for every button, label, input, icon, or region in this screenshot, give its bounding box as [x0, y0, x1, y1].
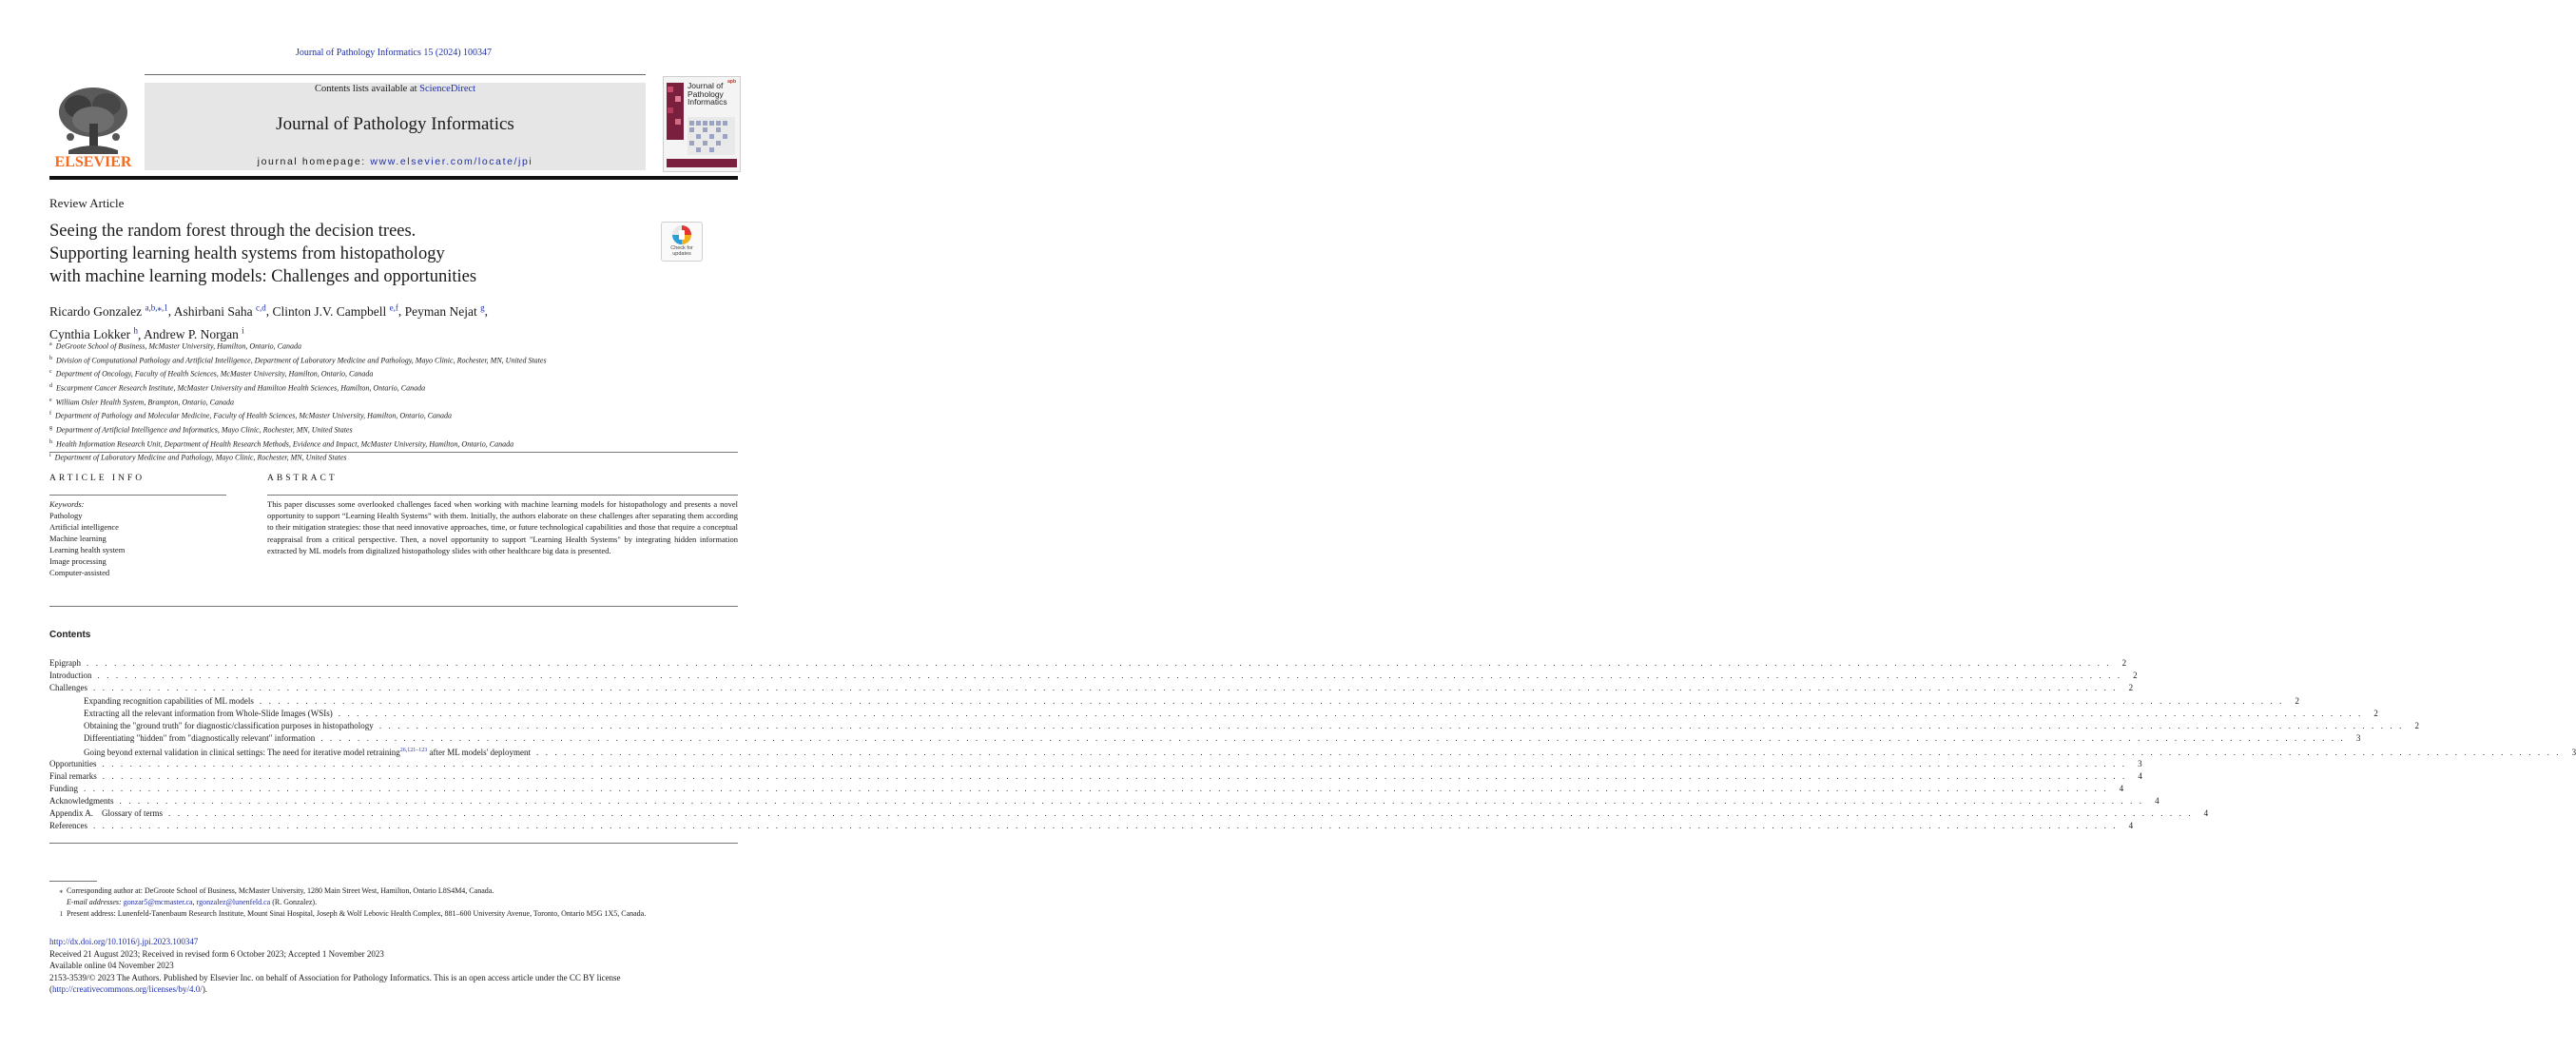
- affiliation-item: [49, 366, 744, 380]
- toc-entry[interactable]: [49, 657, 2127, 670]
- footnote-text: Present address: Lunenfeld-Tanenbaum Research Institute, Mount Sinai Hospital, Joseph & Wolf Lebovic Health Complex, 881–600 University Avenue, Toronto, Ontario M5G 1X5, Canada.: [67, 909, 647, 918]
- footnote-text: Corresponding author at: DeGroote School of Business, McMaster University, 1280 Main Street West, Hamilton, Ontario L8S4M4, Canada.: [67, 886, 494, 895]
- keyword: Pathology: [49, 511, 83, 520]
- toc-entry[interactable]: [49, 770, 2142, 783]
- section-divider: [49, 606, 738, 607]
- crossmark-label: [662, 245, 702, 257]
- toc-leader-dots: . . . . . . . . . . . . . . . . . . . . . . . . . . . . . . . . . . . . . . . . . . . . . . . . . . . . . . . . . . . . . . . . . . . . . . . . . . . . . . . . . . . . . . . . . . . . . . . . . . . . . . . . . . . . . . . . . . . . . . . . . . . . . . . . . . . . . . . . . . . . . . . . . . . . . . . . . . . . . . . . . . . . . . . . . . . . . . . . . . . . . . . . . . . . . . . . . . . . . . . . . . . . . . . . . . . . . . . . . . . .: [378, 720, 2404, 730]
- affiliation-item: [49, 422, 744, 437]
- toc-entry-text-continued: after ML models' deployment: [427, 748, 531, 758]
- cover-title-line: Pathology: [688, 88, 724, 99]
- email-label: E-mail addresses:: [67, 898, 122, 906]
- top-journal-reference[interactable]: Journal of Pathology Informatics 15 (2024) 100347: [295, 48, 493, 58]
- cover-title-line: Informatics: [688, 97, 727, 107]
- footnotes: [49, 885, 744, 920]
- toc-entry[interactable]: [49, 670, 2138, 682]
- available-online: Available online 04 November 2023: [49, 961, 174, 970]
- affiliation-mark: g: [49, 424, 52, 431]
- toc-page-number: 3: [2138, 758, 2142, 768]
- crossmark-label-line: Check for: [670, 245, 693, 251]
- toc-page-number: 2: [2128, 683, 2134, 693]
- toc-page-number: 2: [2121, 658, 2127, 668]
- toc-leader-dots: . . . . . . . . . . . . . . . . . . . . . . . . . . . . . . . . . . . . . . . . . . . . . . . . . . . . . . . . . . . . . . . . . . . . . . . . . . . . . . . . . . . . . . . . . . . . . . . . . . . . . . . . . . . . . . . . . . . . . . . . . . . . . . . . . . . . . . . . . . . . . . . . . . . . . . . . . . . . . . . . . . . . . . . . . . . . . . . . . . . . . . . . . . . . . . . . . . . . . . . . . . . . . . . . . . . . . . . . . . . .: [320, 733, 2346, 744]
- toc-entry[interactable]: [49, 807, 2209, 820]
- toc-entry-text: Extracting all the relevant information from Whole-Slide Images (WSIs): [84, 708, 333, 718]
- journal-name: Journal of Pathology Informatics: [276, 114, 514, 134]
- crossmark-icon: [662, 223, 702, 245]
- table-of-contents: [49, 657, 2576, 833]
- toc-entry[interactable]: [49, 745, 2576, 758]
- header-top-rule: [145, 74, 646, 75]
- affiliation-mark: i: [49, 453, 51, 459]
- license-prefix: 2153-3539/© 2023 The Authors. Published by Elsevier Inc. on behalf of Association for Pathology Informatics. This is an open access article under the CC BY license (: [49, 972, 621, 994]
- author[interactable]: [405, 304, 485, 319]
- author-affiliation-marks[interactable]: i: [242, 325, 244, 336]
- affiliation-text: Department of Pathology and Molecular Medicine, Faculty of Health Sciences, McMaster University, Hamilton, Ontario, Canada: [55, 411, 453, 420]
- author-separator: ,: [397, 303, 405, 319]
- journal-cover[interactable]: [663, 76, 741, 172]
- toc-entry-title: [49, 770, 97, 783]
- author-name: Andrew P. Norgan: [144, 327, 239, 341]
- publication-info: [49, 936, 744, 996]
- title-line: with machine learning models: Challenges and opportunities: [49, 267, 477, 286]
- contents-heading: Contents: [49, 630, 91, 640]
- toc-page-number: 2: [2133, 671, 2138, 681]
- toc-entry-text: Obtaining the "ground truth" for diagnostic/classification purposes in histopathology: [84, 720, 374, 730]
- license-statement: [49, 972, 744, 996]
- article-info-heading: ARTICLE INFO: [49, 474, 145, 483]
- title-line: Seeing the random forest through the decision trees.: [49, 222, 416, 241]
- toc-entry[interactable]: [49, 720, 2419, 732]
- toc-entry-text: Epigraph: [49, 658, 81, 668]
- toc-entry-title: [49, 758, 97, 770]
- toc-entry-title: [84, 720, 374, 732]
- toc-leader-dots: . . . . . . . . . . . . . . . . . . . . . . . . . . . . . . . . . . . . . . . . . . . . . . . . . . . . . . . . . . . . . . . . . . . . . . . . . . . . . . . . . . . . . . . . . . . . . . . . . . . . . . . . . . . . . . . . . . . . . . . . . . . . . . . . . . . . . . . . . . . . . . . . . . . . . . . . . . . . . . . . . . . . . . . . . . . . . . . . . . . . . . . . . . . . . . . . . . . . . . . . . . . . . . . . . . . . . . . . . . . .: [97, 671, 2122, 681]
- title-line: Supporting learning health systems from histopathology: [49, 244, 445, 263]
- affiliation-mark: b: [49, 355, 52, 361]
- toc-entry[interactable]: [49, 682, 2134, 694]
- toc-entry-text: Final remarks: [49, 770, 97, 781]
- author-affiliation-marks[interactable]: e,f: [389, 302, 398, 312]
- affiliation-item: [49, 408, 744, 422]
- toc-leader-dots: . . . . . . . . . . . . . . . . . . . . . . . . . . . . . . . . . . . . . . . . . . . . . . . . . . . . . . . . . . . . . . . . . . . . . . . . . . . . . . . . . . . . . . . . . . . . . . . . . . . . . . . . . . . . . . . . . . . . . . . . . . . . . . . . . . . . . . . . . . . . . . . . . . . . . . . . . . . . . . . . . . . . . . . . . . . . . . . . . . . . . . . . . . . . . . . . . . . . . . . . . . . . . . . . . . . . . . . . . . . .: [92, 821, 2119, 831]
- toc-page-number: 2: [2373, 708, 2378, 718]
- toc-page-number: 3: [2571, 748, 2576, 758]
- toc-entry-title: [49, 807, 163, 820]
- author-affiliation-marks[interactable]: c,d: [255, 302, 266, 312]
- toc-entry-title: [49, 783, 78, 795]
- toc-leader-dots: . . . . . . . . . . . . . . . . . . . . . . . . . . . . . . . . . . . . . . . . . . . . . . . . . . . . . . . . . . . . . . . . . . . . . . . . . . . . . . . . . . . . . . . . . . . . . . . . . . . . . . . . . . . . . . . . . . . . . . . . . . . . . . . . . . . . . . . . . . . . . . . . . . . . . . . . . . . . . . . . . . . . . . . . . . . . . . . . . . . . . . . . . . . . . . . . . . . . . . . . . . . . . . . . . . . . . . . . . . . .: [87, 658, 2112, 668]
- toc-entry[interactable]: [49, 732, 2361, 745]
- crossmark-label-line: updates: [672, 251, 691, 257]
- received-dates: Received 21 August 2023; Received in revised form 6 October 2023; Accepted 1 November 2023: [49, 948, 384, 959]
- cover-title: [688, 82, 727, 107]
- affiliation-list: [49, 339, 744, 464]
- toc-entry-title: [84, 708, 333, 720]
- toc-page-number: 4: [2155, 796, 2160, 807]
- license-suffix: ).: [202, 984, 208, 994]
- affiliation-text: Health Information Research Unit, Department of Health Research Methods, Evidence and Impact, McMaster University, Hamilton, Ontario, Canada: [56, 439, 514, 449]
- toc-entry-text: Acknowledgments: [49, 796, 114, 807]
- toc-entry[interactable]: [49, 783, 2124, 795]
- author-separator: ,: [265, 303, 273, 319]
- email-link[interactable]: rgonzalez@lunenfeld.ca: [196, 898, 271, 906]
- email-suffix: (R. Gonzalez).: [272, 898, 318, 906]
- affiliation-text: Department of Oncology, Faculty of Health Sciences, McMaster University, Hamilton, Ontario, Canada: [55, 369, 374, 379]
- toc-entry-title: [49, 820, 87, 832]
- footnote-present-address: [49, 908, 744, 920]
- homepage-prefix: journal homepage:: [257, 156, 371, 167]
- toc-entry-title: [84, 695, 254, 708]
- doi-link[interactable]: http://dx.doi.org/10.1016/j.jpi.2023.100347: [49, 937, 199, 946]
- affiliation-item: [49, 380, 744, 395]
- author-name: Ashirbani Saha: [173, 303, 253, 319]
- toc-page-number: 4: [2128, 821, 2134, 831]
- toc-entry-text: Introduction: [49, 671, 92, 681]
- affiliation-text: Department of Artificial Intelligence and Informatics, Mayo Clinic, Rochester, MN, United States: [56, 425, 353, 435]
- crossmark-button[interactable]: [661, 222, 703, 262]
- keyword: Machine learning: [49, 534, 107, 543]
- contents-available-prefix: Contents lists available at: [314, 84, 420, 94]
- toc-entry[interactable]: [49, 795, 2160, 807]
- affiliation-text: Escarpment Cancer Research Institute, McMaster University and Hamilton Health Sciences, Hamilton, Ontario, Canada: [56, 383, 426, 393]
- toc-entry[interactable]: [49, 695, 2300, 708]
- toc-page-number: 4: [2119, 783, 2124, 793]
- footnote-mark: 1: [59, 910, 63, 918]
- author[interactable]: [49, 304, 168, 319]
- author-separator: ,: [167, 303, 174, 319]
- affiliation-item: [49, 437, 744, 451]
- contents-available-line: [145, 84, 646, 94]
- footnote-emails: E-mail addresses: gonzar5@mcmaster.ca, rgonzalez@lunenfeld.ca (R. Gonzalez).: [67, 898, 318, 906]
- author-name: Ricardo Gonzalez: [49, 303, 143, 319]
- toc-entry-text: Going beyond external validation in clinical settings: The need for iterative model retraining: [84, 748, 400, 758]
- author-list: [49, 298, 715, 344]
- author-separator: ,: [137, 327, 144, 341]
- toc-entry-text: Appendix A. Glossary of terms: [49, 808, 163, 819]
- toc-leader-dots: . . . . . . . . . . . . . . . . . . . . . . . . . . . . . . . . . . . . . . . . . . . . . . . . . . . . . . . . . . . . . . . . . . . . . . . . . . . . . . . . . . . . . . . . . . . . . . . . . . . . . . . . . . . . . . . . . . . . . . . . . . . . . . . . . . . . . . . . . . . . . . . . . . . . . . . . . . . . . . . . . . . . . . . . . . . . . . . . . . . . . . . . . . . . . . . . . . . . . . . . . . . . . . . . . . . . . . . . . . . .: [168, 808, 2194, 819]
- toc-page-number: 2: [2295, 695, 2300, 706]
- toc-page-number: 3: [2355, 733, 2361, 744]
- toc-entry-text: Funding: [49, 783, 79, 793]
- article-title: [49, 220, 639, 288]
- affiliation-text: Department of Laboratory Medicine and Pathology, Mayo Clinic, Rochester, MN, United States: [54, 453, 347, 462]
- toc-entry-title: [49, 795, 114, 807]
- affiliation-item: [49, 395, 744, 409]
- toc-entry-title: [84, 732, 315, 745]
- toc-page-number: 4: [2203, 808, 2209, 819]
- keywords-block: [49, 498, 125, 578]
- author-separator: ,: [484, 303, 488, 319]
- journal-homepage-line: [145, 156, 646, 167]
- toc-leader-dots: . . . . . . . . . . . . . . . . . . . . . . . . . . . . . . . . . . . . . . . . . . . . . . . . . . . . . . . . . . . . . . . . . . . . . . . . . . . . . . . . . . . . . . . . . . . . . . . . . . . . . . . . . . . . . . . . . . . . . . . . . . . . . . . . . . . . . . . . . . . . . . . . . . . . . . . . . . . . . . . . . . . . . . . . . . . . . . . . . . . . . . . . . . . . . . . . . . . . . . . . . . . . . . . . . . . . . . . . . . . .: [102, 758, 2127, 768]
- article-type: Review Article: [49, 196, 125, 210]
- keyword: Computer-assisted: [49, 568, 110, 577]
- toc-entry[interactable]: [49, 708, 2378, 720]
- toc-page-number: 4: [2138, 770, 2142, 781]
- toc-entry[interactable]: [49, 758, 2142, 770]
- homepage-link[interactable]: www.elsevier.com/locate/jpi: [370, 156, 533, 167]
- affiliation-mark: d: [49, 382, 52, 389]
- header-bottom-rule: [49, 176, 738, 180]
- toc-entry-title: [49, 657, 81, 670]
- author-affiliation-marks[interactable]: g: [480, 302, 485, 312]
- author[interactable]: [174, 304, 266, 319]
- footnote-corresponding: [49, 885, 744, 897]
- author-name: Clinton J.V. Campbell: [272, 303, 387, 319]
- affiliation-mark: c: [49, 369, 52, 376]
- affiliation-text: William Osler Health System, Brampton, Ontario, Canada: [55, 398, 234, 407]
- email-link[interactable]: gonzar5@mcmaster.ca: [123, 898, 193, 906]
- license-link[interactable]: http://creativecommons.org/licenses/by/4.0/: [52, 984, 203, 994]
- toc-entry[interactable]: [49, 820, 2134, 832]
- article-info-rule: [49, 495, 226, 496]
- section-divider: [49, 452, 738, 453]
- toc-entry-citation[interactable]: 26,121–123: [399, 748, 428, 754]
- affiliation-mark: h: [49, 438, 52, 445]
- abstract-heading: ABSTRACT: [267, 474, 338, 483]
- section-divider: [49, 843, 738, 844]
- abstract-rule: [267, 495, 738, 496]
- footnote-mark: ⁎: [59, 887, 63, 895]
- elsevier-wordmark[interactable]: ELSEVIER: [54, 154, 132, 170]
- cover-badge: apb: [727, 79, 736, 85]
- affiliation-text: DeGroote School of Business, McMaster University, Hamilton, Ontario, Canada: [55, 341, 302, 351]
- affiliation-item: [49, 353, 744, 367]
- toc-entry-text: Expanding recognition capabilities of ML models: [84, 695, 254, 706]
- toc-leader-dots: . . . . . . . . . . . . . . . . . . . . . . . . . . . . . . . . . . . . . . . . . . . . . . . . . . . . . . . . . . . . . . . . . . . . . . . . . . . . . . . . . . . . . . . . . . . . . . . . . . . . . . . . . . . . . . . . . . . . . . . . . . . . . . . . . . . . . . . . . . . . . . . . . . . . . . . . . . . . . . . . . . . . . . . . . . . . . . . . . . . . . . . . . . . . . . . . . . . . . . . . . . . . . . . . . . . . . . . . . . . .: [338, 708, 2363, 718]
- toc-leader-dots: . . . . . . . . . . . . . . . . . . . . . . . . . . . . . . . . . . . . . . . . . . . . . . . . . . . . . . . . . . . . . . . . . . . . . . . . . . . . . . . . . . . . . . . . . . . . . . . . . . . . . . . . . . . . . . . . . . . . . . . . . . . . . . . . . . . . . . . . . . . . . . . . . . . . . . . . . . . . . . . . . . . . . . . . . . . . . . . . . . . . . . . . . . . . . . . . . . . . . . . . . . . . . . . . . . . . . . . . . . . .: [93, 683, 2119, 693]
- author-name: Cynthia Lokker: [49, 327, 131, 341]
- toc-leader-dots: . . . . . . . . . . . . . . . . . . . . . . . . . . . . . . . . . . . . . . . . . . . . . . . . . . . . . . . . . . . . . . . . . . . . . . . . . . . . . . . . . . . . . . . . . . . . . . . . . . . . . . . . . . . . . . . . . . . . . . . . . . . . . . . . . . . . . . . . . . . . . . . . . . . . . . . . . . . . . . . . . . . . . . . . . . . . . . . . . . . . . . . . . . . . . . . . . . . . . . . . . . . . . . . . . . . . . . . . . . . .: [84, 783, 2109, 793]
- cover-title-line: Journal of: [688, 81, 724, 90]
- toc-entry-title: [49, 682, 87, 694]
- toc-entry-text: Challenges: [49, 683, 87, 693]
- author[interactable]: [272, 304, 397, 319]
- toc-entry-text: Opportunities: [49, 758, 97, 768]
- author-affiliation-marks[interactable]: a,b,⁎,1: [145, 302, 168, 312]
- affiliation-item: [49, 339, 744, 353]
- affiliation-mark: a: [49, 341, 52, 347]
- toc-entry-title: [49, 670, 92, 682]
- sciencedirect-link[interactable]: ScienceDirect: [419, 84, 476, 94]
- toc-entry-text: References: [49, 821, 87, 831]
- author-name: Peyman Nejat: [404, 303, 477, 319]
- affiliation-text: Division of Computational Pathology and Artificial Intelligence, Department of Laboratory Medicine and Pathology, Mayo Clinic, Rochester, MN, United States: [56, 356, 547, 365]
- toc-entry-text: Differentiating "hidden" from "diagnostically relevant" information: [84, 733, 316, 744]
- keywords-label: Keywords:: [49, 499, 85, 509]
- toc-leader-dots: . . . . . . . . . . . . . . . . . . . . . . . . . . . . . . . . . . . . . . . . . . . . . . . . . . . . . . . . . . . . . . . . . . . . . . . . . . . . . . . . . . . . . . . . . . . . . . . . . . . . . . . . . . . . . . . . . . . . . . . . . . . . . . . . . . . . . . . . . . . . . . . . . . . . . . . . . . . . . . . . . . . . . . . . . . . . . . . . . . . . . . . . . . . . . . . . . . . . . . . . . . . . . . . . . . . . . . . . . . . .: [119, 796, 2144, 807]
- affiliation-mark: e: [49, 397, 52, 403]
- keyword: Image processing: [49, 556, 107, 566]
- keyword: Artificial intelligence: [49, 522, 119, 532]
- toc-leader-dots: . . . . . . . . . . . . . . . . . . . . . . . . . . . . . . . . . . . . . . . . . . . . . . . . . . . . . . . . . . . . . . . . . . . . . . . . . . . . . . . . . . . . . . . . . . . . . . . . . . . . . . . . . . . . . . . . . . . . . . . . . . . . . . . . . . . . . . . . . . . . . . . . . . . . . . . . . . . . . . . . . . . . . . . . . . . . . . . . . . . . . . . . . . . . . . . . . . . . . . . . . . . . . . . . . . . . . . . . . . . .: [536, 748, 2562, 758]
- toc-page-number: 2: [2414, 720, 2419, 730]
- footnote-rule: [49, 881, 97, 882]
- keyword: Learning health system: [49, 545, 126, 554]
- toc-leader-dots: . . . . . . . . . . . . . . . . . . . . . . . . . . . . . . . . . . . . . . . . . . . . . . . . . . . . . . . . . . . . . . . . . . . . . . . . . . . . . . . . . . . . . . . . . . . . . . . . . . . . . . . . . . . . . . . . . . . . . . . . . . . . . . . . . . . . . . . . . . . . . . . . . . . . . . . . . . . . . . . . . . . . . . . . . . . . . . . . . . . . . . . . . . . . . . . . . . . . . . . . . . . . . . . . . . . . . . . . . . . .: [102, 770, 2127, 781]
- affiliation-mark: f: [49, 411, 51, 418]
- abstract-text: This paper discusses some overlooked challenges faced when working with machine learning models for histopathology and presents a novel opportunity to support “Learning Health Systems” with them. Initially, the authors elaborate on these challenges after separating them according to their mitigation strategies: those that need innovative approaches, time, or future technological capabilities and those that require a conceptual reappraisal from a critical perspective. Then, a novel opportunity to support "Learning Health Systems" by integrating hidden information extracted by ML models from digitalized histopathology slides with other healthcare big data is presented.: [267, 499, 738, 555]
- author-affiliation-marks[interactable]: h: [133, 325, 138, 336]
- toc-leader-dots: . . . . . . . . . . . . . . . . . . . . . . . . . . . . . . . . . . . . . . . . . . . . . . . . . . . . . . . . . . . . . . . . . . . . . . . . . . . . . . . . . . . . . . . . . . . . . . . . . . . . . . . . . . . . . . . . . . . . . . . . . . . . . . . . . . . . . . . . . . . . . . . . . . . . . . . . . . . . . . . . . . . . . . . . . . . . . . . . . . . . . . . . . . . . . . . . . . . . . . . . . . . . . . . . . . . . . . . . . . . .: [259, 695, 2285, 706]
